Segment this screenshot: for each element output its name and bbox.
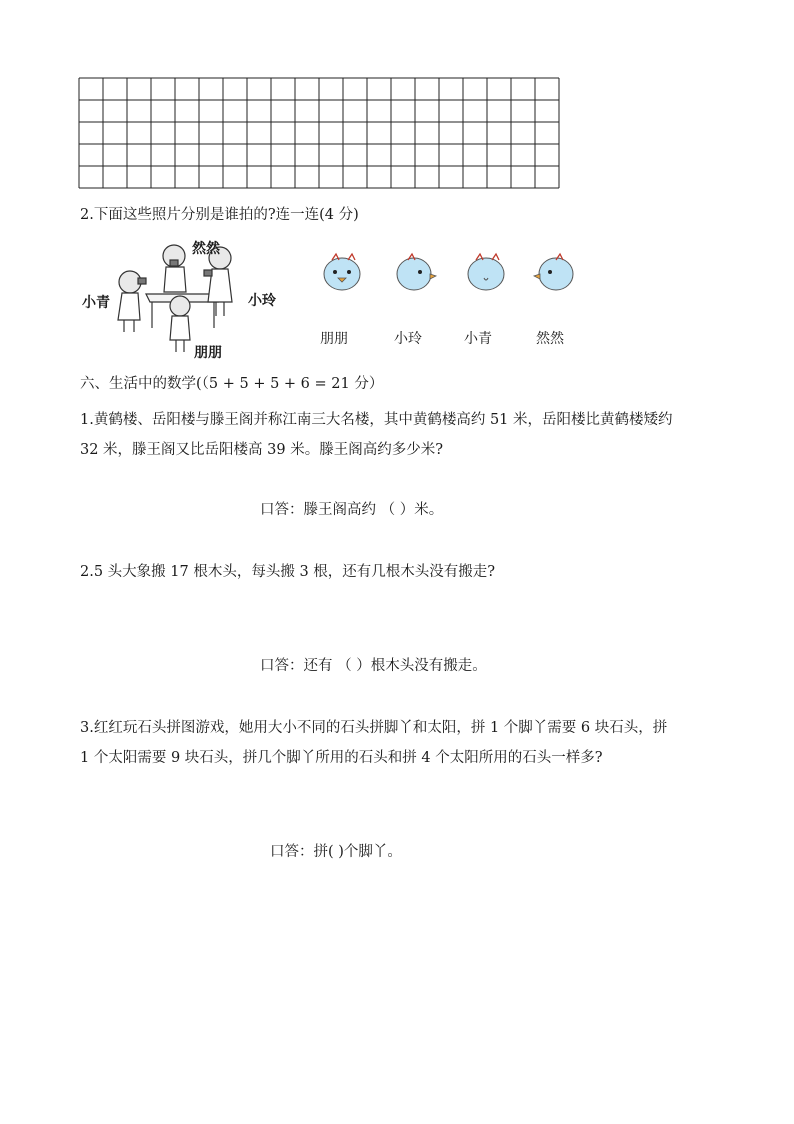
- scene-label-left: 小青: [82, 295, 110, 311]
- scene-label-top: 然然: [192, 241, 220, 257]
- scene-label-bottom: 朋朋: [194, 345, 222, 361]
- photo-label-1: 朋朋: [320, 331, 348, 347]
- problem3-line1: 3.红红玩石头拼图游戏，她用大小不同的石头拼脚丫和太阳，拼 1 个脚丫需要 6 块石头，拼: [80, 720, 668, 736]
- scene-illustration: [78, 236, 288, 362]
- problem2-answer: 口答：还有 （ ）根木头没有搬走。: [260, 658, 487, 674]
- photo-front: [318, 248, 366, 294]
- problem1-line1: 1.黄鹤楼、岳阳楼与滕王阁并称江南三大名楼，其中黄鹤楼高约 51 米，岳阳楼比黄鹤楼矮约: [80, 412, 673, 428]
- scene-label-right: 小玲: [248, 293, 276, 309]
- chick-back-picture: [462, 248, 510, 294]
- writing-grid: [78, 77, 560, 189]
- photo-label-2: 小玲: [394, 331, 422, 347]
- q2-title: 2.下面这些照片分别是谁拍的?连一连(4 分): [80, 207, 359, 223]
- problem3-line2: 1 个太阳需要 9 块石头，拼几个脚丫所用的石头和拼 4 个太阳所用的石头一样多?: [80, 750, 603, 766]
- photo-back: [462, 248, 510, 294]
- problem1-line2: 32 米，滕王阁又比岳阳楼高 39 米。滕王阁高约多少米?: [80, 442, 444, 458]
- writing-grid-lines: [78, 77, 560, 189]
- chick-front-picture: [318, 248, 366, 294]
- chick-side-picture: [390, 248, 438, 294]
- chick-side-left-picture: [532, 248, 580, 294]
- problem3-answer: 口答：拼( )个脚丫。: [270, 844, 402, 860]
- problem1-answer: 口答：滕王阁高约 （ ）米。: [260, 502, 444, 518]
- photo-label-3: 小青: [464, 331, 492, 347]
- section6-heading: 六、生活中的数学(（5 + 5 + 5 + 6 = 21 分）: [80, 376, 384, 392]
- photo-side-left: [532, 248, 580, 294]
- photo-label-4: 然然: [536, 331, 564, 347]
- photo-side-right: [390, 248, 438, 294]
- problem2-line1: 2.5 头大象搬 17 根木头，每头搬 3 根，还有几根木头没有搬走?: [80, 564, 496, 580]
